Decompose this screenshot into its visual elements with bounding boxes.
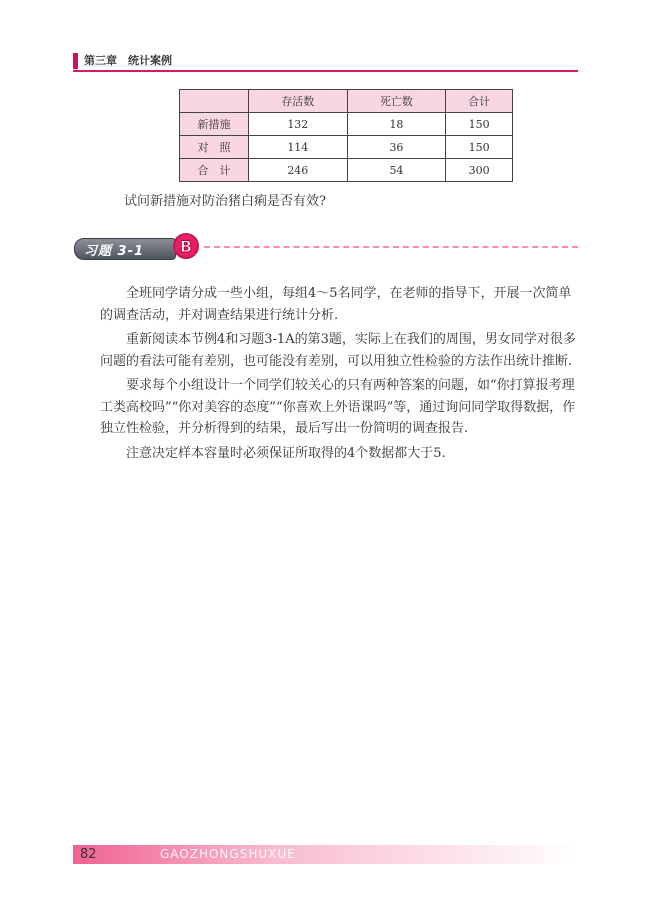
column-header: 死亡数 (347, 90, 446, 113)
exercise-body (100, 283, 576, 467)
table-cell: 300 (446, 159, 513, 182)
data-table (179, 89, 513, 182)
table-cell: 18 (347, 113, 446, 136)
page-number: 82 (80, 847, 97, 862)
chapter-title: 第三章 统计案例 (84, 54, 172, 67)
table-corner-cell (180, 90, 249, 113)
table-row (180, 136, 513, 159)
paragraph: 注意决定样本容量时必须保证所取得的4个数据都大于5. (126, 445, 446, 461)
table-cell: 150 (446, 113, 513, 136)
paragraph: 全班同学请分成一些小组，每组4～5名同学，在老师的指导下，开展一次简单的调查活动，并对调查结果进行统计分析. (100, 286, 572, 323)
question-text: 试问新措施对防治猪白痢是否有效? (124, 194, 326, 209)
column-header: 合计 (446, 90, 513, 113)
table-row (180, 159, 513, 182)
header-rule (73, 70, 578, 72)
table-cell: 54 (347, 159, 446, 182)
footer-series-text: GAOZHONGSHUXUE (160, 847, 296, 861)
paragraph: 重新阅读本节例4和习题3-1A的第3题，实际上在我们的周围，男女同学对很多问题的看法可能有差别，也可能没有差别，可以用独立性检验的方法作出统计推断. (100, 332, 576, 369)
column-header: 存活数 (249, 90, 348, 113)
exercise-level-letter: B (179, 236, 193, 256)
header-bar (73, 53, 78, 69)
row-header: 合 计 (180, 159, 249, 182)
table-row (180, 113, 513, 136)
paragraph: 要求每个小组设计一个同学们较关心的只有两种答案的问题，如“你打算报考理工类高校吗”“你对美容的态度”“你喜欢上外语课吗”等，通过询问同学取得数据，作独立性检验，并分析得到的结果，最后写出一份简明的调查报告. (100, 378, 576, 436)
table-cell: 132 (249, 113, 348, 136)
dashed-divider (204, 246, 578, 248)
exercise-label: 习题 3-1 (84, 244, 145, 259)
footer-bar (73, 845, 578, 864)
row-header: 新措施 (180, 113, 249, 136)
table-cell: 246 (249, 159, 348, 182)
table-cell: 150 (446, 136, 513, 159)
table-cell: 36 (347, 136, 446, 159)
table-cell: 114 (249, 136, 348, 159)
table-header-row (180, 90, 513, 113)
row-header: 对 照 (180, 136, 249, 159)
exercise-level-badge (173, 233, 199, 259)
